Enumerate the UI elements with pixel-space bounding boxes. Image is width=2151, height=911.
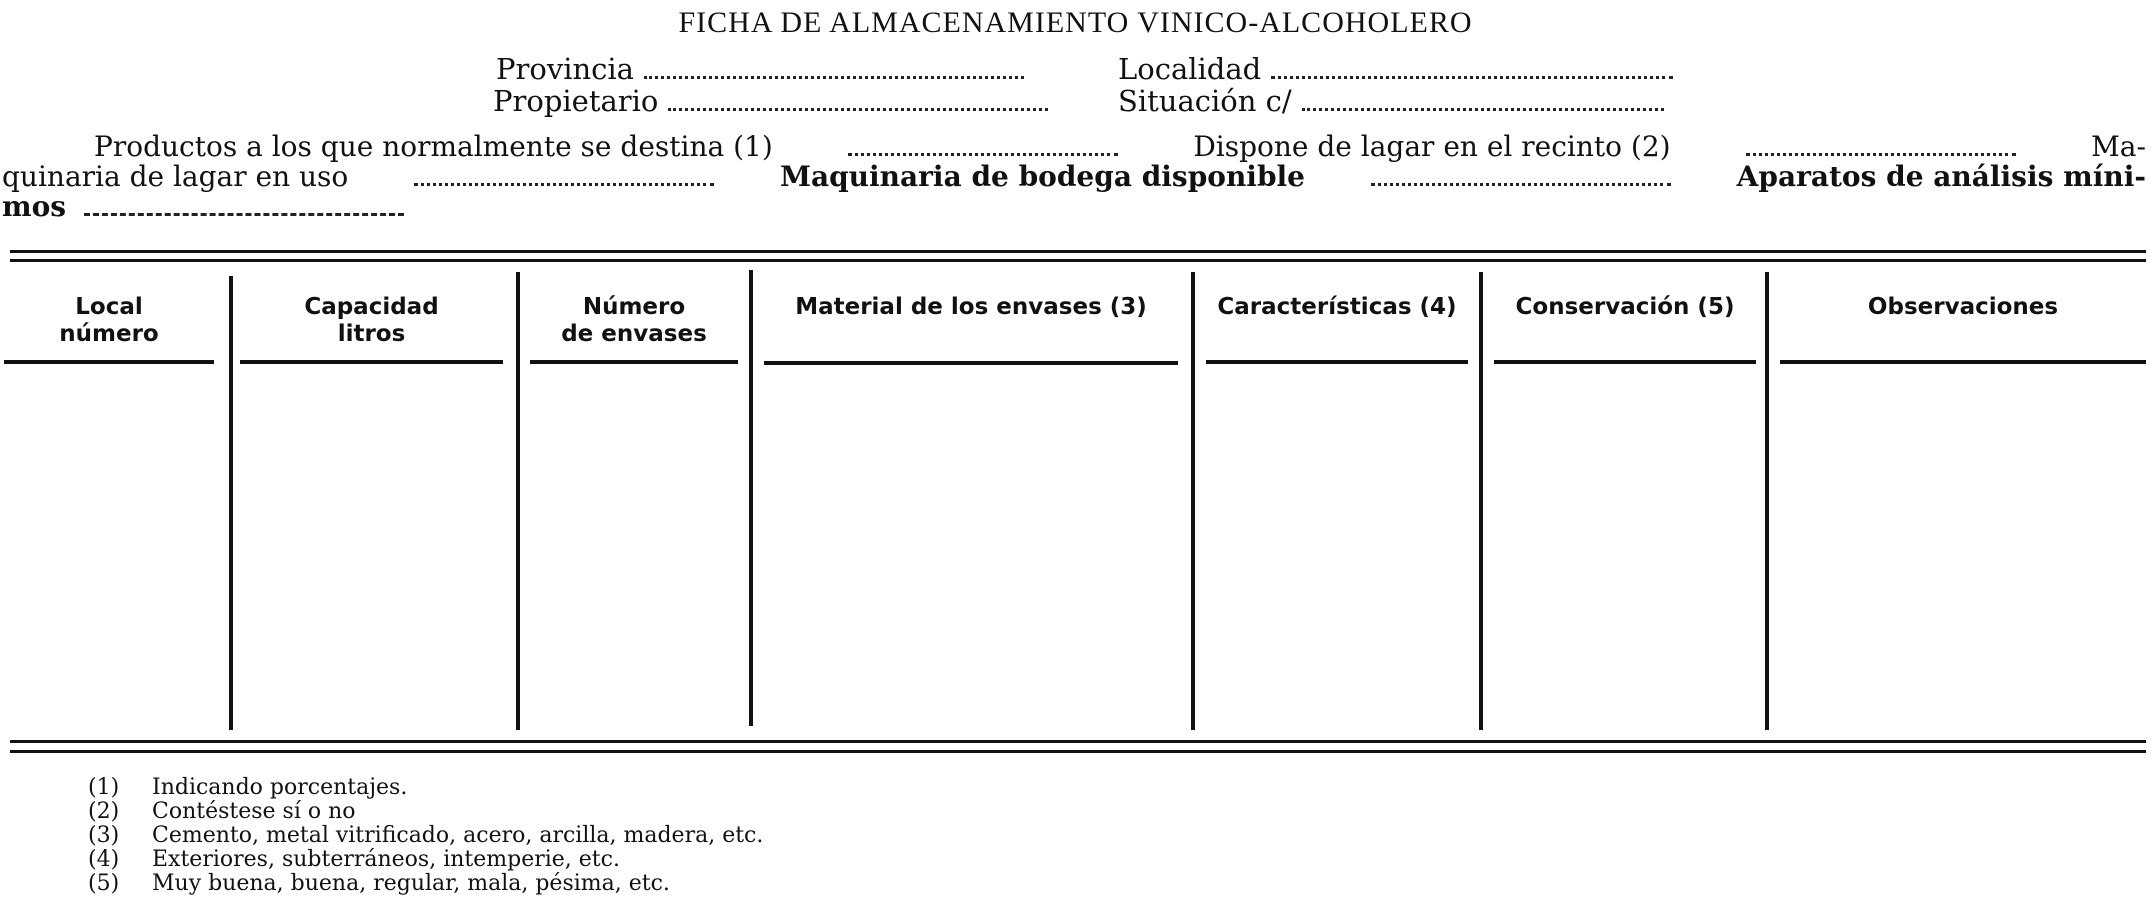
col-separator [1479, 272, 1483, 730]
col-separator [516, 272, 520, 730]
header-underline [1206, 360, 1468, 364]
localidad-label: Localidad [1118, 52, 1262, 86]
aparatos-label: Aparatos de análisis míni- [1736, 160, 2146, 193]
localidad-field[interactable] [1118, 52, 1673, 86]
table-bottom-rule-2 [10, 750, 2146, 753]
propietario-blank[interactable] [668, 86, 1048, 111]
header-underline [240, 360, 503, 364]
col-separator [1191, 272, 1195, 730]
line1-hyphen: Ma- [2091, 130, 2146, 163]
maquinaria-lagar-blank[interactable] [414, 163, 714, 186]
header-underline [1494, 360, 1756, 364]
table-bottom-rule-1 [10, 740, 2146, 743]
provincia-label: Provincia [496, 52, 634, 86]
footnote: (5) Muy buena, buena, regular, mala, pésima, etc. [88, 871, 670, 896]
footnote: (1) Indicando porcentajes. [88, 775, 408, 800]
col-header-conservacion: Conservación (5) [1515, 294, 1735, 320]
lagar-blank[interactable] [1746, 133, 2016, 156]
footnote: (3) Cemento, metal vitrificado, acero, arcilla, madera, etc. [88, 823, 764, 848]
localidad-blank[interactable] [1271, 54, 1673, 79]
situacion-blank[interactable] [1302, 86, 1664, 111]
provincia-blank[interactable] [644, 54, 1024, 79]
maquinaria-lagar-label: quinaria de lagar en uso [2, 160, 349, 193]
table-top-rule-2 [10, 259, 2146, 262]
lagar-label: Dispone de lagar en el recinto (2) [1193, 130, 1671, 163]
aparatos-label-cont: mos [2, 190, 67, 223]
footnotes [88, 776, 763, 896]
propietario-label: Propietario [493, 84, 659, 118]
col-separator [229, 276, 233, 730]
col-header-material: Material de los envases (3) [795, 294, 1147, 320]
table-top-rule-1 [10, 250, 2146, 253]
situacion-label: Situación c/ [1118, 84, 1292, 118]
col-header-observaciones: Observaciones [1867, 294, 2059, 320]
col-separator [749, 270, 753, 726]
header-underline [530, 360, 738, 364]
footnote: (4) Exteriores, subterráneos, intemperie, etc. [88, 847, 620, 872]
maquinaria-bodega-label: Maquinaria de bodega disponible [779, 160, 1305, 193]
header-underline [764, 361, 1178, 365]
col-header-local: Local número [59, 294, 159, 347]
col-separator [1765, 272, 1769, 730]
maquinaria-bodega-blank[interactable] [1371, 163, 1671, 186]
header-underline [4, 360, 214, 364]
form-title: FICHA DE ALMACENAMIENTO VINICO-ALCOHOLERO [678, 6, 1473, 39]
aparatos-blank[interactable] [84, 193, 404, 216]
products-label: Productos a los que normalmente se destina (1) [94, 130, 773, 163]
col-header-numero: Número de envases [561, 294, 707, 347]
col-header-capacidad: Capacidad litros [304, 294, 439, 347]
col-header-caracteristicas: Características (4) [1217, 294, 1457, 320]
footnote: (2) Contéstese sí o no [88, 799, 356, 824]
header-underline [1780, 360, 2146, 364]
propietario-field[interactable] [493, 84, 1048, 118]
products-blank[interactable] [848, 133, 1118, 156]
situacion-field[interactable] [1118, 84, 1664, 118]
products-paragraph [2, 132, 2146, 222]
provincia-field[interactable] [496, 52, 1024, 86]
